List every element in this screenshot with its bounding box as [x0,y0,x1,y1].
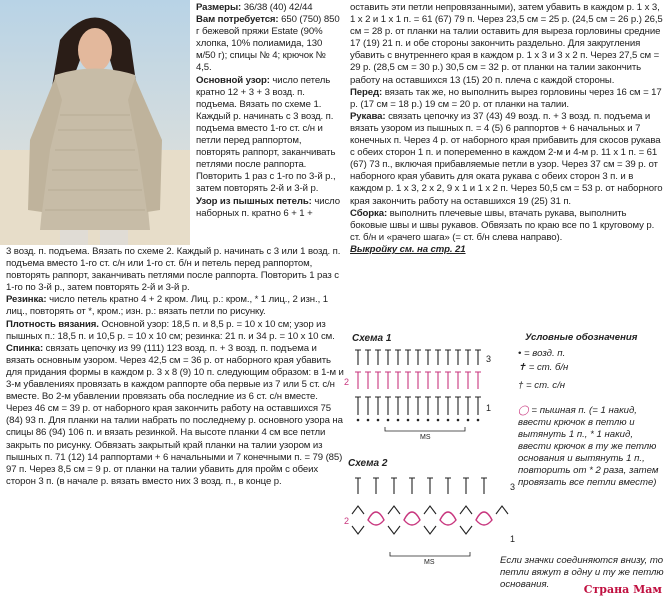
legend-title: Условные обозначения [525,332,638,343]
gauge-label: Плотность вязания. [6,318,99,330]
back-cont: оставить эти петли непровязанными), затем убавить в каждом р. 1 х 3, 1 х 2 и 1 х 1 п. = 61 (67) 79 п. Через 23,5 см = 25 р. (24,5 см = 26 р.) 26,5 см = 28 р. от планки на талии оставить для выреза горловины средние 17 (19) 21 п. и обе стороны закончить раздельно. Для закругления убавить с внутреннего края в каждом р. 1 х 3 и 3 х 2 п. Через 27,5 см = 29 р. (28,5 см = 30 р.) 30,5 см = 32 р. от планки на талии закончить работу на оставшихся 13 (15) 20 п. плеча с каждой стороны. [350,2,663,86]
front-label: Перед: [350,86,383,98]
sc-icon: ✝ [518,362,527,373]
sleeves-label: Рукава: [350,110,386,122]
chain-row [357,419,480,422]
rib-label: Резинка: [6,294,47,306]
scheme-2-chart [340,470,520,565]
dc-icon: † [518,380,524,391]
row-1 [355,397,481,415]
scheme-1-row2: 2 [344,377,350,387]
main-pattern-value: число петель кратно 12 + 3 + 3 возд. п. подъема. Вязать по схеме 1. Каждый р. начинать с 3 возд. п. подъема вместо 1-го ст. с/н и петли перед раппортом, повторять раппорт, заканчивать петлями после раппорта. Повторить 1 раз с 1-го по 3-й р., затем повторять 2-й и 3-й р. [196,74,336,195]
scheme-2-row2: 2 [344,516,350,526]
scheme-1-row3: 3 [486,354,492,364]
main-pattern-label: Основной узор: [196,74,270,86]
chain-icon: • [518,348,522,359]
scheme-2-title: Схема 2 [348,458,388,469]
scheme-1-chart [340,345,510,440]
right-text-block [350,2,666,256]
legend-sc: ✝ = ст. б/н [518,362,569,373]
legend-dc: † = ст. с/н [518,380,566,391]
scheme-1-title: Схема 1 [352,333,392,344]
scheme-2-row3: 3 [510,482,516,492]
sizes-label: Размеры: [196,2,242,13]
scheme-1-ms: MS [420,434,431,440]
scheme-2-row1: 1 [510,534,516,544]
back-value: связать цепочку из 99 (111) 123 возд. п. + 3 возд. п. подъема и вязать основным узором. Через 42,5 см = 36 р. от наборного края убавить для придания формы в каждом р. 3 х 8 (9) 10 п. следующим образом: в 1-м и 3-м убавлениях провязать в каждом раппорте оба первые из 7 или 5 ст. с/н вместе. Во 2-м убавлении провязать оба последние из 6 ст. с/н вместе. Через 46 см = 39 р. от наборного края закончить работу на оставшихся 75 (84) 93 п. Для планки на талии набрать по последнему р. основного узора на спицы 86 (94) 106 п. и вязать резинкой. На высоте планки 4 см все петли закрыть по рисунку. Обвязать закрытый край планки на талии узором из пышных п. 71 (12) 14 раппортами + 6 начальными и 7 конечными п. = 79 (85) 97 п. Через 8,5 см = 9 р. от планки на талии убавить для пройм с обеих сторон 3 п. (в начале р. вязать вместо них 3 возд. п., в конце р. [6,342,344,487]
assembly-label: Сборка: [350,207,388,219]
row-2 [355,372,481,389]
scheme-2-ms: MS [424,559,435,565]
assembly-value: выполнить плечевые швы, втачать рукава, выполнить боковые швы и швы рукавов. Обвязать по краю все по 1 круговому р. ст. б/н и «рачего шага» (= ст. б/н слева направо). [350,207,655,243]
front-value: вязать так же, но выполнить вырез горловины через 16 см = 17 р. (17 см = 18 р.) 19 см = 20 р. от планки на талии. [350,86,662,110]
gauge-value: Основной узор: 18,5 п. и 8,5 р. = 10 х 10 см; узор из пышных п.: 18,5 п. и 10,5 р. = 10 х 10 см; резинка: 21 п. и 34 р. = 10 х 10 см. [6,318,335,342]
legend-lush: ◯ = пышная п. (= 1 накид, ввести крючок в петлю и вытянуть 1 п., * 1 накид, ввести крючок в ту же петлю основания и вытянуть 1 п., повторить от * 2 раза, затем провязать все петли вместе) [518,405,659,488]
materials-value: 650 (750) 850 г бежевой пряжи Estate (90% хлопка, 10% полиамида, 130 м/50 г); спицы № 4; крючок № 4,5. [196,14,340,74]
materials-label: Вам потребуется: [196,14,279,26]
sizes-value: 36/38 (40) 42/44 [243,2,313,13]
lush-stitch-icon: ◯ [518,405,529,416]
lush-pattern-value: число наборных п. кратно 6 + 1 + [196,195,341,219]
left-text-block [6,246,344,488]
intro-block [196,2,344,220]
lush-stitches [368,512,492,525]
sleeves-value: связать цепочку из 37 (43) 49 возд. п. + 3 возд. п. подъема и вязать узором из пышных п. = 4 (5) 6 раппортов + 6 начальных и 7 конечных п. Через 4 р. от наборного края прибавить для скосов рукава с обеих сторон 1 п. и попеременно в каждом 2-м и 4-м р. 11 х 1 п. = 61 (67) 73 п., включая прибавляемые петли в узор. Через 37 см = 39 р. от наборного края убавить для оката рукава с обеих сторон 3 п. и в каждом р. 1 х 3, 2 х 2, 9 х 1 и 1 х 2 п. Через 50,5 см = 53 р. от наборного края закончить работу на оставшихся 19 (25) 31 п. [350,110,663,207]
back-label: Спинка: [6,342,44,354]
legend-note: Если значки соединяются внизу, то петли вяжут в одну и ту же петлю основания. [500,555,664,590]
scheme-1-stitches [355,350,481,431]
lush-pattern-cont: 3 возд. п. подъема. Вязать по схеме 2. Каждый р. начинать с 3 или 1 возд. п. подъема вместо 1-го ст. с/н или 1-го ст. б/н и петель перед раппортом, повторять раппорт, заканчивать петлями после раппорта. Повторить 1 раз с 1-го по 3-й р., затем повторять 2-й и 3-й р. [6,246,341,294]
scheme-1-row1: 1 [486,403,492,413]
lush-pattern-label: Узор из пышных петель: [196,195,312,207]
pattern-link[interactable]: Выкройку см. на стр. 21 [350,243,466,255]
rib-value: число петель кратно 4 + 2 кром. Лиц. р.: кром., * 1 лиц., 2 изн., 1 лиц., повторять от *, кром.; изн. р.: вязать петли по рисунку. [6,294,328,318]
row-3 [355,350,481,365]
watermark-logo: Страна Мам [583,583,662,596]
model-photo [0,0,190,245]
legend-chain: • = возд. п. [518,348,566,359]
